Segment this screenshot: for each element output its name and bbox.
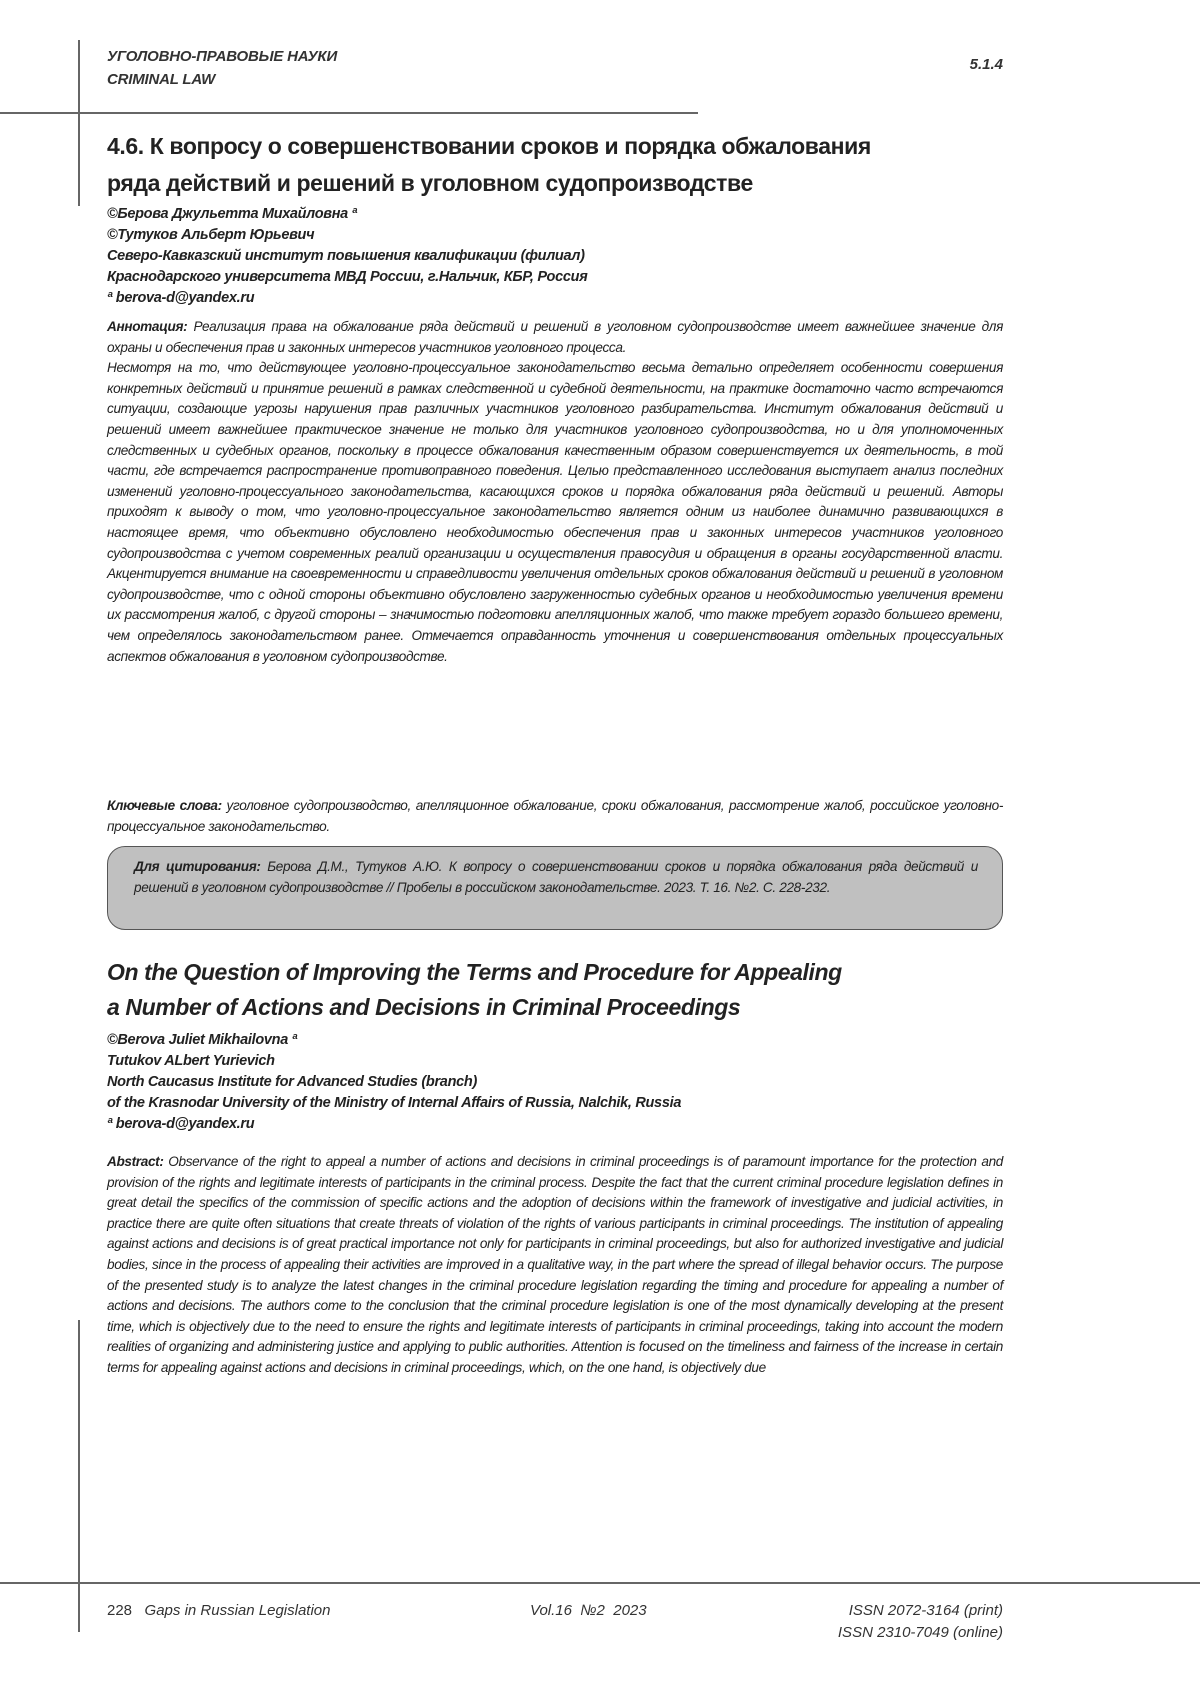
email-link[interactable]: ª berova-d@yandex.ru bbox=[107, 288, 587, 309]
article-title-en bbox=[107, 955, 1007, 1025]
citation-label: Для цитирования: bbox=[134, 859, 261, 874]
author: ©Берова Джульетта Михайловна ª bbox=[107, 204, 587, 225]
section-en: CRIMINAL LAW bbox=[107, 68, 337, 91]
author: ©Тутуков Альберт Юрьевич bbox=[107, 225, 587, 246]
title-line: On the Question of Improving the Terms and Procedure for Appealing bbox=[107, 955, 1007, 990]
authors-ru bbox=[107, 204, 587, 309]
affiliation: Северо-Кавказский институт повышения квалификации (филиал) bbox=[107, 246, 587, 267]
annotation-text-2: Несмотря на то, что действующее уголовно-процессуальное законодательство весьма детально определяет особенности совершения конкретных действий и принятие решений в рамках следственной и судебной деятельности, на практике достаточно часто встречаются ситуации, создающие угрозы нарушения прав различных участников уголовного разбирательства. Институт обжалования действий и решений имеет важнейшее практическое значение не только для участников уголовного судопроизводства, но и для уполномоченных следственных и судебных органов, поскольку в процессе обжалования качественным образом совершенствуется их деятельность, в той части, где встречается распространение противоправного поведения. Целью представленного исследования выступает анализ последних изменений уголовно-процессуального законодательства, касающихся сроков и порядка обжалования ряда действий и решений. Авторы приходят к выводу о том, что уголовно-процессуальное законодательство является одним из наиболее динамично развивающихся в настоящее время, что объективно обусловлено необходимостью обеспечения прав и законных интересов участников уголовного судопроизводства с учетом современных реалий организации и осуществления правосудия и обращения в органы государственной власти. Акцентируется внимание на своевременности и справедливости увеличения отдельных сроков обжалования действий и решений в уголовном судопроизводстве, что с одной стороны объективно обусловлено загруженностью судебных органов и необходимостью увеличения времени их рассмотрения жалоб, с другой стороны – значимостью подготовки апелляционных жалоб, что также требует гораздо большего времени, чем определялось законодательством ранее. Отмечается оправданность уточнения и совершенствования отдельных процессуальных аспектов обжалования в уголовном судопроизводстве. bbox=[107, 358, 1003, 667]
citation bbox=[134, 857, 978, 898]
annotation-label: Аннотация: bbox=[107, 319, 187, 334]
keywords-text: уголовное судопроизводство, апелляционное обжалование, сроки обжалования, рассмотрение жалоб, российское уголовно-процессуальное законодательство. bbox=[107, 798, 1003, 834]
page-number: 228 bbox=[107, 1602, 132, 1619]
title-line: a Number of Actions and Decisions in Criminal Proceedings bbox=[107, 990, 1007, 1025]
authors-en bbox=[107, 1030, 681, 1135]
article-title-ru bbox=[107, 128, 1007, 202]
title-line: 4.6. К вопросу о совершенствовании сроков и порядка обжалования bbox=[107, 128, 1007, 165]
keywords bbox=[107, 796, 1003, 837]
header-vertical-rule bbox=[78, 40, 80, 206]
keywords-label: Ключевые слова: bbox=[107, 798, 222, 813]
abstract-label: Abstract: bbox=[107, 1154, 164, 1169]
footer-horizontal-rule bbox=[0, 1582, 1200, 1584]
affiliation: North Caucasus Institute for Advanced Studies (branch) bbox=[107, 1072, 681, 1093]
section-ru: УГОЛОВНО-ПРАВОВЫЕ НАУКИ bbox=[107, 45, 337, 68]
annotation-text: Реализация права на обжалование ряда действий и решений в уголовном судопроизводстве имеет важнейшее значение для охраны и обеспечения прав и законных интересов участников уголовного процесса. bbox=[107, 319, 1003, 355]
footer-page-journal bbox=[107, 1600, 331, 1622]
title-line: ряда действий и решений в уголовном судопроизводстве bbox=[107, 165, 1007, 202]
footer-vertical-rule bbox=[78, 1320, 80, 1632]
section-code: 5.1.4 bbox=[970, 56, 1003, 73]
author: ©Berova Juliet Mikhailovna ª bbox=[107, 1030, 681, 1051]
affiliation: Краснодарского университета МВД России, г.Нальчик, КБР, Россия bbox=[107, 267, 587, 288]
author: Tutukov ALbert Yurievich bbox=[107, 1051, 681, 1072]
citation-text: Берова Д.М., Тутуков А.Ю. К вопросу о совершенствовании сроков и порядка обжалования ряда действий и решений в уголовном судопроизводстве // Пробелы в российском законодательстве. 2023. Т. 16. №2. С. 228-232. bbox=[134, 859, 978, 895]
issn-print: ISSN 2072-3164 (print) bbox=[838, 1600, 1003, 1622]
journal-name: Gaps in Russian Legislation bbox=[145, 1602, 331, 1619]
email-link[interactable]: ª berova-d@yandex.ru bbox=[107, 1114, 681, 1135]
citation-box bbox=[107, 846, 1003, 930]
issn-online: ISSN 2310-7049 (online) bbox=[838, 1622, 1003, 1644]
affiliation: of the Krasnodar University of the Ministry of Internal Affairs of Russia, Nalchik, Russia bbox=[107, 1093, 681, 1114]
footer-issue: Vol.16 №2 2023 bbox=[530, 1600, 647, 1622]
abstract bbox=[107, 1152, 1003, 1379]
abstract-text: Observance of the right to appeal a number of actions and decisions in criminal proceedings is of paramount importance for the protection and provision of the rights and legitimate interests of participants in the criminal process. Despite the fact that the current criminal procedure legislation defines in great detail the specifics of the commission of specific actions and the adoption of decisions within the framework of investigative and judicial activities, in practice there are quite often situations that create threats of violation of the rights of various participants in criminal proceedings. The institution of appealing against actions and decisions is of great practical importance not only for participants in criminal proceedings, but also for authorized investigative and judicial bodies, since in the process of appealing their activities are improved in a qualitative way, in the part where the spread of illegal behavior occurs. The purpose of the presented study is to analyze the latest changes in the criminal procedure legislation regarding the timing and procedure for appealing a number of actions and decisions. The authors come to the conclusion that the criminal procedure legislation is one of the most dynamically developing at the present time, which is objectively due to the need to ensure the rights and legitimate interests of participants in criminal proceedings, taking into account the modern realities of organizing and administering justice and applying to public authorities. Attention is focused on the timeliness and fairness of the increase in certain terms for appealing against actions and decisions in criminal proceedings, which, on the one hand, is objectively due bbox=[107, 1154, 1003, 1375]
header-horizontal-rule bbox=[0, 112, 698, 114]
annotation bbox=[107, 317, 1003, 667]
footer-issn bbox=[838, 1600, 1003, 1644]
running-header bbox=[107, 45, 337, 91]
